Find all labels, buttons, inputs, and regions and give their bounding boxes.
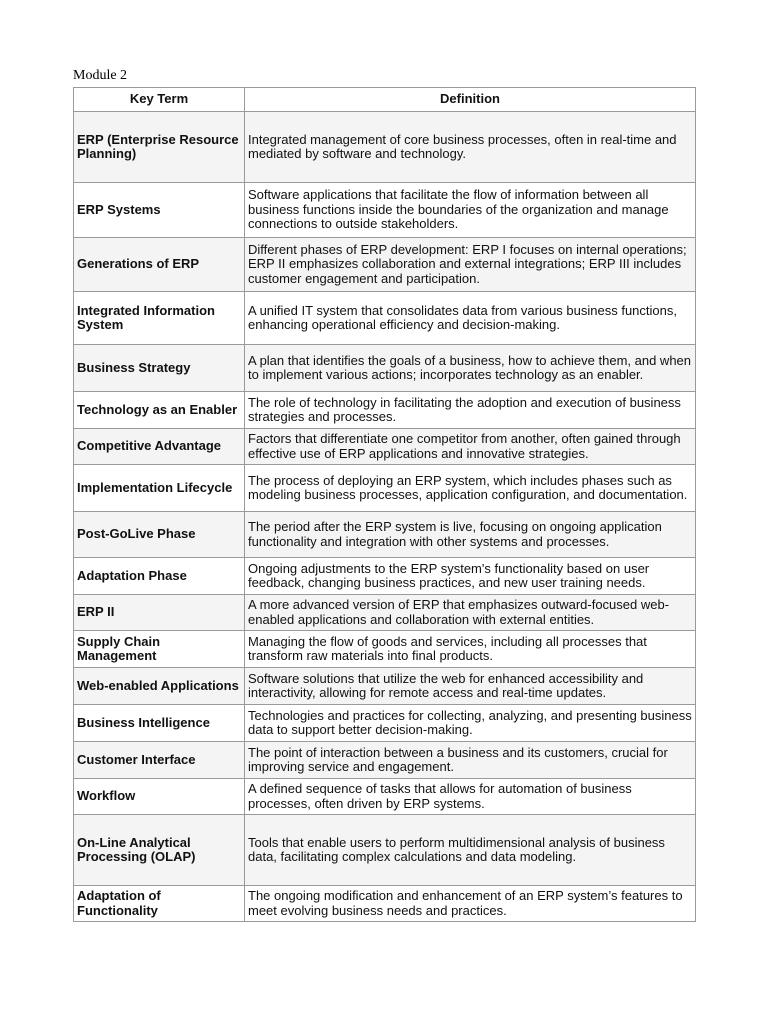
table-row (74, 779, 696, 815)
term-cell: Web-enabled Applications (74, 668, 245, 705)
definition-cell: Managing the flow of goods and services, including all processes that transform raw materials into final products. (245, 631, 696, 668)
table-row (74, 292, 696, 345)
key-terms-table (73, 87, 696, 922)
table-row (74, 558, 696, 595)
term-cell: Business Strategy (74, 345, 245, 392)
table-row (74, 631, 696, 668)
definition-cell: A defined sequence of tasks that allows for automation of business processes, often driven by ERP systems. (245, 779, 696, 815)
term-cell: Business Intelligence (74, 705, 245, 742)
definition-cell: Ongoing adjustments to the ERP system's functionality based on user feedback, changing business practices, and new user training needs. (245, 558, 696, 595)
table-row (74, 392, 696, 429)
term-cell: On-Line Analytical Processing (OLAP) (74, 815, 245, 886)
definition-cell: Software solutions that utilize the web for enhanced accessibility and interactivity, allowing for remote access and real-time updates. (245, 668, 696, 705)
table-row (74, 465, 696, 512)
table-row (74, 705, 696, 742)
table-row (74, 183, 696, 238)
term-cell: Generations of ERP (74, 238, 245, 292)
header-key-term: Key Term (74, 88, 245, 112)
term-cell: Competitive Advantage (74, 429, 245, 465)
definition-cell: The ongoing modification and enhancement of an ERP system’s features to meet evolving business needs and practices. (245, 886, 696, 922)
header-definition: Definition (245, 88, 696, 112)
table-row (74, 595, 696, 631)
table-row (74, 668, 696, 705)
term-cell: Technology as an Enabler (74, 392, 245, 429)
term-cell: Integrated Information System (74, 292, 245, 345)
definition-cell: A unified IT system that consolidates data from various business functions, enhancing operational efficiency and decision-making. (245, 292, 696, 345)
term-cell: ERP Systems (74, 183, 245, 238)
term-cell: Workflow (74, 779, 245, 815)
term-cell: Adaptation of Functionality (74, 886, 245, 922)
table-row (74, 742, 696, 779)
module-title: Module 2 (73, 68, 128, 83)
table-row (74, 429, 696, 465)
definition-cell: The period after the ERP system is live, focusing on ongoing application functionality and integration with other systems and processes. (245, 512, 696, 558)
definition-cell: The point of interaction between a business and its customers, crucial for improving service and engagement. (245, 742, 696, 779)
definition-cell: Factors that differentiate one competitor from another, often gained through effective use of ERP applications and innovative strategies. (245, 429, 696, 465)
table-row (74, 512, 696, 558)
term-cell: Supply Chain Management (74, 631, 245, 668)
definition-cell: Technologies and practices for collecting, analyzing, and presenting business data to support better decision-making. (245, 705, 696, 742)
term-cell: ERP II (74, 595, 245, 631)
term-cell: ERP (Enterprise Resource Planning) (74, 112, 245, 183)
definition-cell: Integrated management of core business processes, often in real-time and mediated by software and technology. (245, 112, 696, 183)
term-cell: Adaptation Phase (74, 558, 245, 595)
definition-cell: Different phases of ERP development: ERP I focuses on internal operations; ERP II emphasizes collaboration and external integrations; ERP III includes customer engagement and participation. (245, 238, 696, 292)
definition-cell: Tools that enable users to perform multidimensional analysis of business data, facilitating complex calculations and data modeling. (245, 815, 696, 886)
table-row (74, 238, 696, 292)
definition-cell: The role of technology in facilitating the adoption and execution of business strategies and processes. (245, 392, 696, 429)
table-row (74, 112, 696, 183)
table-row (74, 886, 696, 922)
definition-cell: A plan that identifies the goals of a business, how to achieve them, and when to implement various actions; incorporates technology as an enabler. (245, 345, 696, 392)
term-cell: Post-GoLive Phase (74, 512, 245, 558)
term-cell: Implementation Lifecycle (74, 465, 245, 512)
definition-cell: Software applications that facilitate the flow of information between all business functions inside the boundaries of the organization and manage connections to outside stakeholders. (245, 183, 696, 238)
table-header-row (74, 88, 696, 112)
table-row (74, 345, 696, 392)
table-row (74, 815, 696, 886)
definition-cell: A more advanced version of ERP that emphasizes outward-focused web-enabled applications and collaboration with external entities. (245, 595, 696, 631)
term-cell: Customer Interface (74, 742, 245, 779)
definition-cell: The process of deploying an ERP system, which includes phases such as modeling business processes, application configuration, and documentation. (245, 465, 696, 512)
